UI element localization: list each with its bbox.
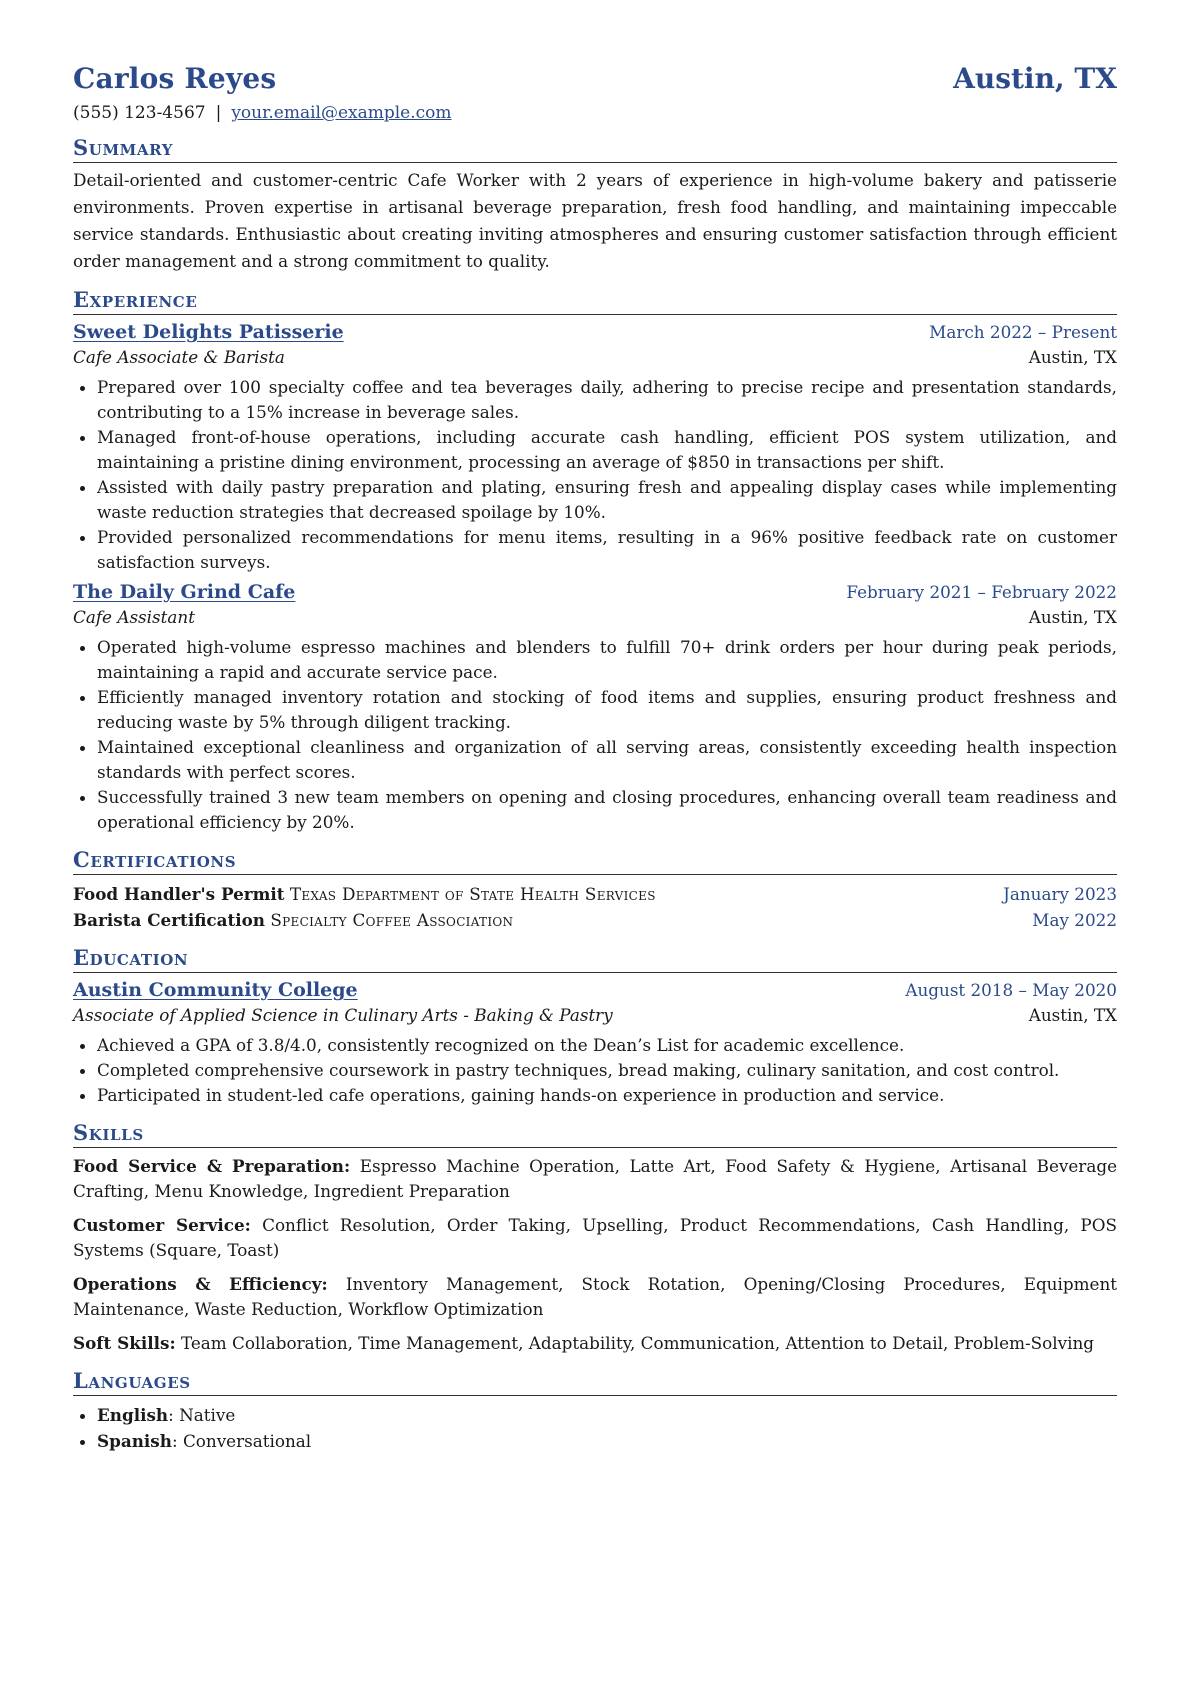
education-bullets [73,1033,1117,1108]
school-link[interactable]: Austin Community College [73,979,358,1001]
bullet-item: • Efficiently managed inventory rotation and stocking of food items and supplies, ensuring product freshness and reducing waste by 5% through diligent tracking. [97,685,1117,735]
section-title-experience: Experience [73,287,1117,315]
summary-text: Detail-oriented and customer-centric Cafe Worker with 2 years of experience in high-volume bakery and patisserie environments. Proven expertise in artisanal beverage preparation, fresh food handling, and maintaining impeccable service standards. Enthusiastic about creating inviting atmospheres and ensuring customer satisfaction through efficient order management and a strong commitment to quality. [73,170,1117,271]
email-link[interactable]: your.email@example.com [231,103,452,123]
bullet-item: • Maintained exceptional cleanliness and organization of all serving areas, consistently exceeding health inspection standards with perfect scores. [97,735,1117,785]
language-level: : Conversational [171,1431,312,1451]
language-level: : Native [168,1405,236,1425]
skill-group-text: Espresso Machine Operation, Latte Art, Food Safety & Hygiene, Artisanal Beverage Crafting, Menu Knowledge, Ingredient Preparation [73,1156,1118,1201]
section-title-languages: Languages [73,1368,1117,1396]
language-name: English [97,1405,169,1425]
candidate-name: Carlos Reyes [73,62,277,95]
languages-list [73,1402,1117,1454]
contact-line [73,103,1117,123]
job-entry [73,581,1117,835]
bullet-item: • Prepared over 100 specialty coffee and tea beverages daily, adhering to precise recipe and presentation standards, contributing to a 15% increase in beverage sales. [97,375,1117,425]
certification-issuer: Specialty Coffee Association [270,910,514,930]
job-title: Cafe Associate & Barista [73,347,285,367]
skill-group [73,1213,1117,1263]
section-title-skills: Skills [73,1120,1117,1148]
job-bullets [73,635,1117,835]
bullet-item: • Operated high-volume espresso machines and blenders to fulfill 70+ drink orders per hour during peak periods, maintaining a rapid and accurate service pace. [97,635,1117,685]
bullet-item: • Successfully trained 3 new team members on opening and closing procedures, enhancing overall team readiness and operational efficiency by 20%. [97,785,1117,835]
certification-name: Food Handler's Permit [73,884,285,904]
language-item [97,1402,1117,1428]
skill-group-text: Inventory Management, Stock Rotation, Opening/Closing Procedures, Equipment Maintenance, Waste Reduction, Workflow Optimization [73,1274,1117,1319]
skill-group-label: Food Service & Preparation: [73,1156,351,1176]
bullet-item: • Completed comprehensive coursework in pastry techniques, bread making, culinary sanitation, and cost control. [97,1058,1117,1083]
section-title-summary: Summary [73,135,1117,163]
candidate-location: Austin, TX [953,62,1117,95]
certification-list [73,881,1117,933]
skill-group-label: Customer Service: [73,1215,251,1235]
certification-date: May 2022 [1032,910,1117,930]
education-dates: August 2018 – May 2020 [905,980,1117,1000]
skills-list [73,1154,1117,1356]
contact-separator: | [215,103,222,123]
skill-group [73,1331,1117,1356]
employer-link[interactable]: The Daily Grind Cafe [73,581,296,603]
bullet-item: • Provided personalized recommendations for menu items, resulting in a 96% positive feedback rate on customer satisfaction surveys. [97,525,1117,575]
certification-item [73,881,1117,907]
degree-title: Associate of Applied Science in Culinary Arts - Baking & Pastry [73,1005,613,1025]
bullet-item: • Assisted with daily pastry preparation and plating, ensuring fresh and appealing display cases while implementing waste reduction strategies that decreased spoilage by 10%. [97,475,1117,525]
bullet-item: • Participated in student-led cafe operations, gaining hands-on experience in production and service. [97,1083,1117,1108]
education-entry [73,979,1117,1108]
job-bullets [73,375,1117,575]
skill-group-text: Conflict Resolution, Order Taking, Upselling, Product Recommendations, Cash Handling, POS Systems (Square, Toast) [73,1215,1117,1260]
bullet-item: • Achieved a GPA of 3.8/4.0, consistently recognized on the Dean’s List for academic excellence. [97,1033,1117,1058]
skill-group [73,1154,1117,1204]
employer-link[interactable]: Sweet Delights Patisserie [73,321,344,343]
job-dates: February 2021 – February 2022 [846,582,1117,602]
certification-date: January 2023 [1003,884,1117,904]
section-title-education: Education [73,945,1117,973]
skill-group-text: Team Collaboration, Time Management, Adaptability, Communication, Attention to Detail, Problem-Solving [180,1333,1095,1353]
certification-name: Barista Certification [73,910,266,930]
skill-group-label: Soft Skills: [73,1333,176,1353]
section-title-certifications: Certifications [73,847,1117,875]
phone-number: (555) 123-4567 [73,103,206,123]
job-location: Austin, TX [1028,607,1117,627]
skill-group [73,1272,1117,1322]
skill-group-label: Operations & Efficiency: [73,1274,328,1294]
language-name: Spanish [97,1431,172,1451]
job-location: Austin, TX [1028,347,1117,367]
job-title: Cafe Assistant [73,607,195,627]
job-dates: March 2022 – Present [929,322,1117,342]
resume-header [73,62,1117,95]
bullet-item: • Managed front-of-house operations, including accurate cash handling, efficient POS system utilization, and maintaining a pristine dining environment, processing an average of $850 in transactions per shift. [97,425,1117,475]
certification-issuer: Texas Department of State Health Services [289,884,656,904]
job-entry [73,321,1117,575]
certification-item [73,907,1117,933]
education-location: Austin, TX [1028,1005,1117,1025]
language-item [97,1428,1117,1454]
